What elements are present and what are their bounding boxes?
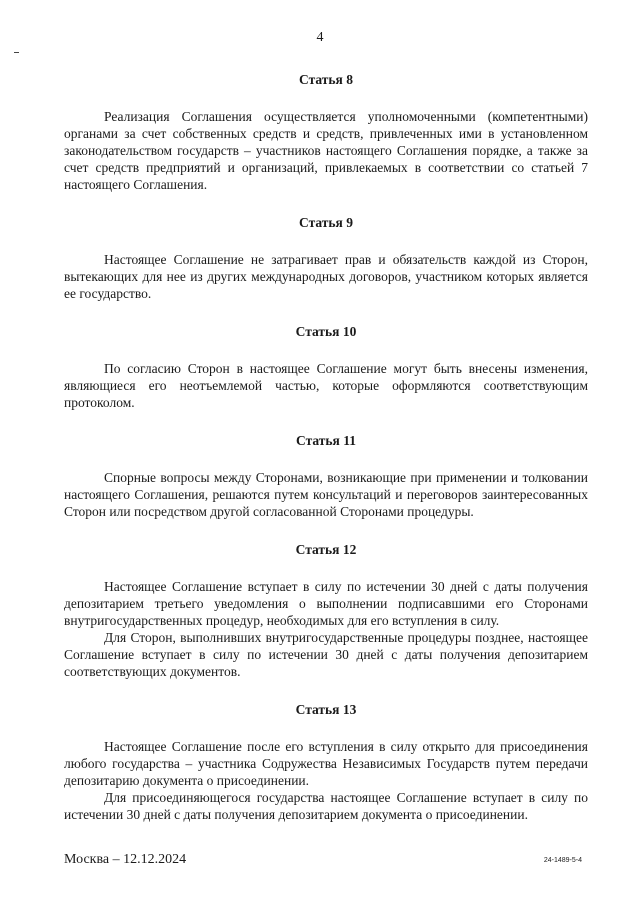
footer-doc-code: 24-1489-5-4 — [543, 857, 582, 864]
margin-mark — [14, 52, 19, 53]
page-number: 4 — [316, 30, 324, 45]
article-10 — [64, 324, 588, 411]
article-paragraph: Настоящее Соглашение вступает в силу по истечении 30 дней с даты получения депозитарием третьего уведомления о выполнении подписавшими его Сторонами внутригосударственных процедур, необходимых для его вступления в силу. — [64, 579, 588, 628]
article-paragraph: Для Сторон, выполнивших внутригосударственные процедуры позднее, настоящее Соглашение вступает в силу по истечении 30 дней с даты получения депозитарием соответствующих документов. — [64, 630, 588, 679]
article-heading: Статья 9 — [299, 215, 353, 230]
article-paragraph: Для присоединяющегося государства настоящее Соглашение вступает в силу по истечении 30 дней с даты получения депозитарием документа о присоединении. — [64, 790, 588, 822]
article-8 — [64, 72, 588, 193]
footer-place-date: Москва – 12.12.2024 — [64, 852, 187, 867]
article-heading: Статья 10 — [295, 324, 357, 339]
article-paragraph: Реализация Соглашения осуществляется уполномоченными (компетентными) органами за счет собственных средств и средств, привлеченных ими в установленном законодательством государств – участников настоящего Соглашения порядке, а также за счет средств предприятий и организаций, привлекаемых в соответствии со статьей 7 настоящего Соглашения. — [64, 109, 588, 192]
document-body — [64, 72, 588, 845]
article-13 — [64, 702, 588, 823]
article-paragraph: По согласию Сторон в настоящее Соглашение могут быть внесены изменения, являющиеся его неотъемлемой частью, которые оформляются соответствующим протоколом. — [64, 361, 588, 410]
article-paragraph: Настоящее Соглашение после его вступления в силу открыто для присоединения любого государства – участника Содружества Независимых Государств путем передачи депозитарию документа о присоединении. — [64, 739, 588, 788]
article-heading: Статья 8 — [299, 72, 353, 87]
article-11 — [64, 433, 588, 520]
article-heading: Статья 12 — [295, 542, 357, 557]
article-heading: Статья 11 — [296, 433, 356, 448]
article-heading: Статья 13 — [295, 702, 357, 717]
article-12 — [64, 542, 588, 680]
article-paragraph: Настоящее Соглашение не затрагивает прав и обязательств каждой из Сторон, вытекающих для нее из других международных договоров, участником которых является ее государство. — [64, 252, 588, 301]
article-9 — [64, 215, 588, 302]
article-paragraph: Спорные вопросы между Сторонами, возникающие при применении и толковании настоящего Соглашения, решаются путем консультаций и переговоров заинтересованных Сторон или посредством другой согласованной Сторонами процедуры. — [64, 470, 588, 519]
